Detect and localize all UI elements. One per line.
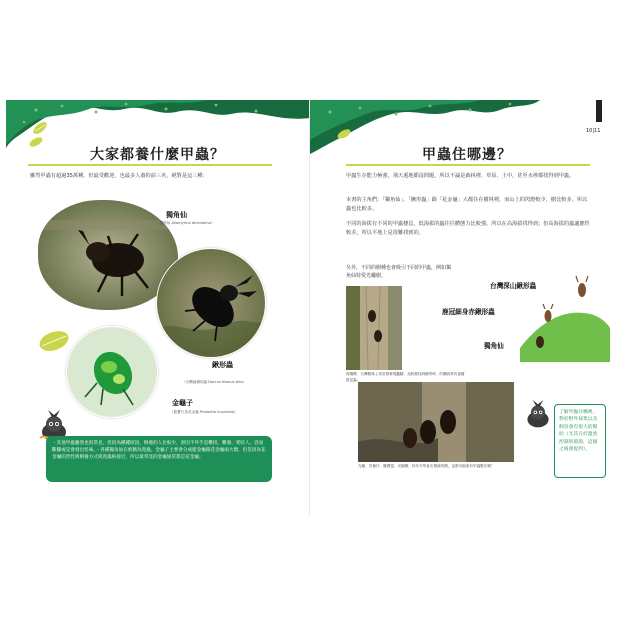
stag-beetle-photo	[156, 248, 266, 358]
rhino-beetles-on-trunk-photo	[358, 382, 514, 462]
intro-text: 雖然甲蟲有超過35萬種，但最受歡迎、也最多人養的前三名，絕對是這三種：	[30, 173, 208, 179]
tree-trunk-photo	[346, 286, 402, 370]
leaf-decoration	[36, 326, 72, 356]
paragraph-1: 甲蟲生存能力極強，飛天遁地都沒問題，所以不論是森林裡、草原、土中，甚至水裡都找得到甲蟲。	[346, 173, 575, 179]
page-title: 大家都養什麼甲蟲？	[90, 147, 225, 163]
note-box	[46, 436, 272, 482]
title-underline-right	[346, 164, 590, 166]
paragraph-3: 不同的海拔有不同的甲蟲棲息，低海拔的蟲往往體態力比較強，所以在高海拔找得到；但高海拔的蟲適應性較差，所以平地上是很難找到的。	[346, 221, 590, 236]
right-page	[310, 100, 614, 516]
tip-text: 了解甲蟲住哪裡，對於野外採集以及飼育會有很大的幫助（尤其在於溫度控制的環節，這個之後會提到）。	[559, 410, 598, 453]
caption-photo-2: 光蠟、苦楝仔、擬蒼翅、光蠟樹，你年年等會走樹液的樹，也都可能會有甲蟲聚在喔！	[358, 464, 495, 468]
page-number: 10|11	[586, 128, 601, 134]
book-spread	[6, 100, 614, 516]
tag-red-stag: 鹿冠細身赤鍬形蟲	[442, 308, 495, 316]
flower-chafer-photo	[66, 326, 158, 418]
beetle-name-stag: 鍬形蟲	[212, 361, 233, 369]
beetle-sci-stag: （台灣扁鍬形蟲 Dorcus titanus sika）	[182, 380, 247, 384]
beetle-name-chafer: 金龜子	[172, 399, 193, 407]
beetle-sci-chafer: （藍寶石鳥花金龜 Protaetia inquinata）	[170, 410, 238, 414]
page-title-right: 甲蟲住哪邊？	[422, 147, 512, 163]
tip-box	[554, 404, 606, 478]
section-tab	[596, 100, 602, 122]
tree-intro-text: 另外，不同的樹種也會吸引不同的甲蟲，例如獨角仙特愛光蠟樹。	[346, 265, 452, 279]
beetle-sci-rhino: （獨角仙 Allomyrina dichotoma）	[156, 221, 215, 225]
hill-with-beetles-illustration	[520, 272, 610, 362]
beetle-name-rhino: 獨角仙	[166, 211, 187, 219]
tag-rhino: 獨角仙	[484, 342, 504, 350]
note-text: ・其他甲蟲雖然也很常見，但因為種種原因，飼養的人比較少，原因不外乎是難找、難養、愛咬人、容易斷腳或是會發出怪味。・各種獨角仙在被稱為兜蟲，金龜子主要會分成藍金龜跟花金龜兩大類，但是因為花金龜的習性與飼養方式與兜蟲較接近，所以最常見的金龜通常都是花金龜。	[52, 441, 266, 461]
beetle-mascot-icon-right	[522, 400, 554, 430]
title-underline	[28, 164, 272, 166]
left-page	[6, 100, 310, 516]
paragraph-2: 本書的主角們：「獨角仙」、「鍬形蟲」跟「花金龜」大都住在樹林裡，而山上的閃燈較少，樹比較多，所以蟲也比較多。	[346, 197, 588, 212]
caption-photo-1: 再醒釋，台灣樹林上常常發發現蠶腳、烏粉樹找到蛹等時，的爛洞常有覓覆甜昆蟲。	[346, 372, 465, 382]
tag-deep-mountain-stag: 台灣深山鍬形蟲	[490, 282, 537, 290]
